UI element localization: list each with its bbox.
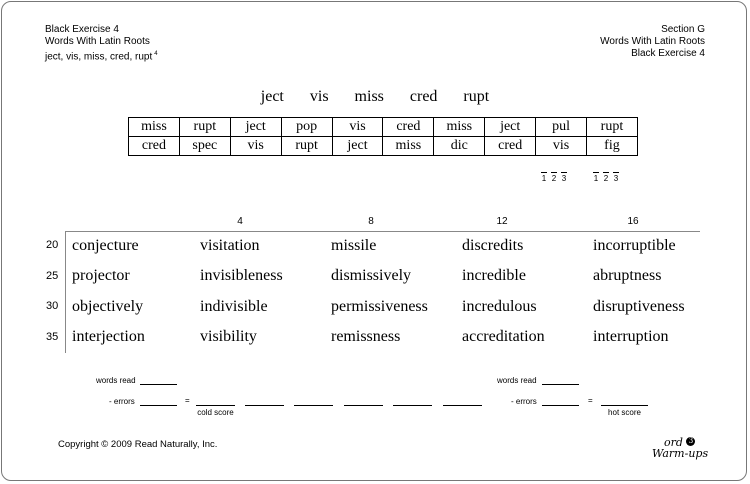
exercise-label: Black Exercise 4 <box>45 24 119 35</box>
practice-word: abruptness <box>593 267 662 284</box>
practice-word: visitation <box>200 237 260 254</box>
rating-option[interactable]: 2 <box>603 174 609 183</box>
root-cell: vis <box>230 137 281 156</box>
practice-word: conjecture <box>72 237 139 254</box>
answer-blank[interactable] <box>443 405 482 406</box>
row-number: 20 <box>46 239 59 251</box>
practice-word: incorruptible <box>593 237 676 254</box>
root-cell: spec <box>179 137 230 156</box>
word-warm-ups-logo <box>652 437 708 459</box>
practice-word: incredulous <box>462 298 537 315</box>
equals-sign-right: = <box>588 396 593 405</box>
root-cell: miss <box>383 137 434 156</box>
answer-blank[interactable] <box>294 405 333 406</box>
practice-word: permissiveness <box>331 298 428 315</box>
words-read-label-right: words read <box>497 376 537 385</box>
root-cell: fig <box>587 137 638 156</box>
root-cell: rupt <box>179 118 230 137</box>
root-cell: pop <box>281 118 332 137</box>
logo-warm-ups-text: Warm-ups <box>652 447 709 460</box>
root-cell: vis <box>536 137 587 156</box>
equals-sign-left: = <box>185 396 190 405</box>
practice-word: incredible <box>462 267 526 284</box>
root-cell: cred <box>485 137 536 156</box>
hot-score-blank[interactable] <box>601 405 648 406</box>
practice-word: indivisible <box>200 298 268 315</box>
practice-word: visibility <box>200 328 257 345</box>
logo-word-text: ord <box>664 436 683 449</box>
word-count-marker: 12 <box>496 216 508 227</box>
answer-blank[interactable] <box>393 405 432 406</box>
exercise-label-right: Black Exercise 4 <box>631 48 705 59</box>
practice-word: missile <box>331 237 377 254</box>
root-cell: ject <box>332 137 383 156</box>
rating-option[interactable]: 1 <box>593 174 599 183</box>
root-cell: ject <box>230 118 281 137</box>
rating-option[interactable]: 1 <box>541 174 547 183</box>
rating-scale <box>541 172 567 183</box>
word-count-marker: 4 <box>237 216 243 227</box>
root-grid <box>128 117 638 156</box>
word-count-marker: 16 <box>627 216 639 227</box>
words-read-blank-right[interactable] <box>542 384 579 385</box>
practice-word: discredits <box>462 237 524 254</box>
practice-word: invisibleness <box>200 267 283 284</box>
root-cell: miss <box>434 118 485 137</box>
word-count-marker: 8 <box>368 216 374 227</box>
row-number: 30 <box>46 300 59 312</box>
copyright-notice: Copyright © 2009 Read Naturally, Inc. <box>58 439 218 450</box>
rating-option[interactable]: 2 <box>551 174 557 183</box>
roots-title <box>0 88 750 106</box>
rating-option[interactable]: 3 <box>613 174 619 183</box>
root-grid-row <box>129 137 638 156</box>
practice-word: interruption <box>593 328 669 345</box>
word-list-top-rule <box>66 231 700 232</box>
roots-superscript: 4 <box>154 51 158 57</box>
root-title-item: ject <box>260 88 284 105</box>
practice-word: dismissively <box>331 267 412 284</box>
root-cell: vis <box>332 118 383 137</box>
topic-label: Words With Latin Roots <box>45 36 150 47</box>
header-left <box>45 24 158 63</box>
practice-word: objectively <box>72 298 144 315</box>
practice-word: disruptiveness <box>593 298 685 315</box>
cold-score-blank[interactable] <box>196 405 235 406</box>
rating-option[interactable]: 3 <box>561 174 567 183</box>
root-cell: ject <box>485 118 536 137</box>
practice-word: accreditation <box>462 328 545 345</box>
root-cell: rupt <box>587 118 638 137</box>
practice-word: remissness <box>331 328 401 345</box>
root-cell: cred <box>383 118 434 137</box>
root-cell: pul <box>536 118 587 137</box>
row-number: 25 <box>46 270 59 282</box>
root-title-item: cred <box>409 88 438 105</box>
hot-score-label: hot score <box>608 408 641 417</box>
words-read-label-left: words read <box>96 376 136 385</box>
errors-label-left: - errors <box>109 397 135 406</box>
practice-word: projector <box>72 267 130 284</box>
header-right <box>600 24 705 60</box>
root-cell: dic <box>434 137 485 156</box>
rating-scale <box>593 172 619 183</box>
topic-label-right: Words With Latin Roots <box>600 36 705 47</box>
word-list-left-rule <box>65 231 66 353</box>
errors-blank-left[interactable] <box>140 405 177 406</box>
cold-score-label: cold score <box>197 408 234 417</box>
answer-blank[interactable] <box>245 405 284 406</box>
root-title-item: miss <box>354 88 384 105</box>
row-number: 35 <box>46 331 59 343</box>
root-grid-row <box>129 118 638 137</box>
practice-word: interjection <box>72 328 145 345</box>
logo-level-number: 3 <box>686 437 695 446</box>
words-read-blank-left[interactable] <box>140 384 177 385</box>
root-cell: cred <box>129 137 180 156</box>
roots-label: ject, vis, miss, cred, rupt $^4$ <box>45 51 158 63</box>
root-title-item: vis <box>309 88 329 105</box>
answer-blank[interactable] <box>344 405 383 406</box>
errors-blank-right[interactable] <box>542 405 579 406</box>
root-cell: rupt <box>281 137 332 156</box>
root-cell: miss <box>129 118 180 137</box>
root-title-item: rupt <box>463 88 490 105</box>
errors-label-right: - errors <box>511 397 537 406</box>
section-label: Section G <box>661 24 705 35</box>
